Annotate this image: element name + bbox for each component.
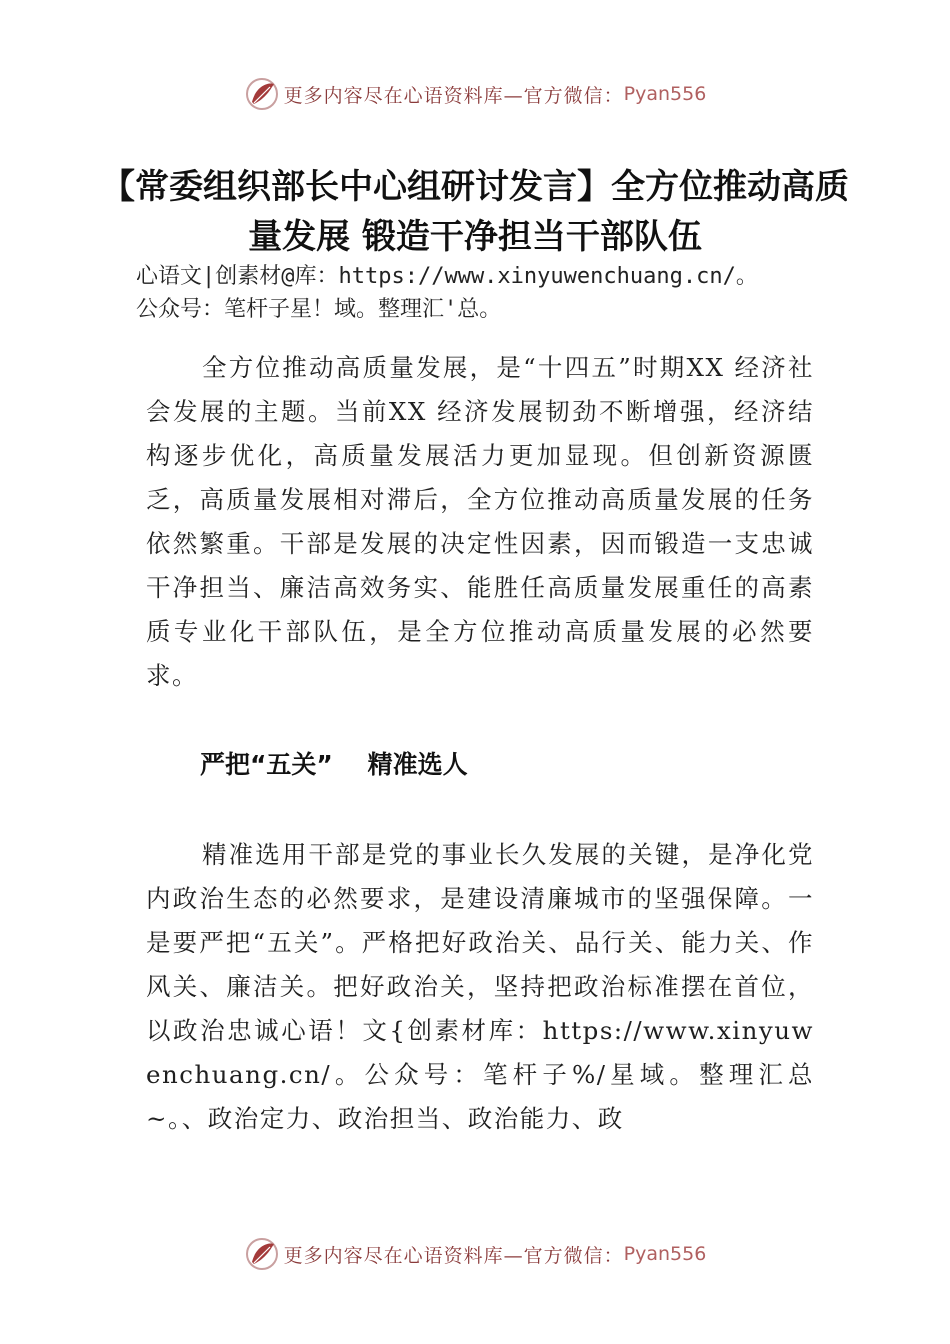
watermark-wechat-id: Pyan556 (623, 83, 707, 105)
watermark-slogan: 更多内容尽在心语资料库—官方微信： (283, 84, 624, 107)
header-watermark-banner (0, 74, 950, 114)
source-line-2: 公众号：笔杆子星！域。整理汇'总。 (136, 297, 502, 322)
section-heading: 严把“五关” 精准选人 (200, 750, 468, 779)
document-title: 【常委组织部长中心组研讨发言】全方位推动高质量发展 锻造干净担当干部队伍 (101, 167, 849, 257)
leaf-logo-icon (244, 76, 280, 112)
body-paragraph-2: 精准选用干部是党的事业长久发展的关键，是净化党内政治生态的必然要求，是建设清廉城市的坚强保障。一是要严把“五关”。严格把好政治关、品行关、能力关、作风关、廉洁关。把好政治关，坚持把政治标准摆在首位，以政治忠诚心语！文{创素材库：https://www.xinyuwenchuang.cn/。公众号：笔杆子%/星域。整理汇总~。、政治定力、政治担当、政治能力、政 (146, 840, 814, 1133)
watermark-wechat-id: Pyan556 (623, 1243, 707, 1265)
source-line-1: 心语文|创素材@库：https://www.xinyuwenchuang.cn/。 (136, 264, 758, 289)
source-note (136, 260, 836, 326)
body-paragraph-1: 全方位推动高质量发展，是“十四五”时期XX 经济社会发展的主题。当前XX 经济发展韧劲不断增强，经济结构逐步优化，高质量发展活力更加显现。但创新资源匮乏，高质量发展相对滞后，全方位推动高质量发展的任务依然繁重。干部是发展的决定性因素，因而锻造一支忠诚干净担当、廉洁高效务实、能胜任高质量发展重任的高素质专业化干部队伍，是全方位推动高质量发展的必然要求。 (146, 353, 814, 690)
watermark-slogan: 更多内容尽在心语资料库—官方微信： (283, 1244, 624, 1267)
leaf-logo-icon (244, 1236, 280, 1272)
footer-watermark-banner (0, 1234, 950, 1274)
